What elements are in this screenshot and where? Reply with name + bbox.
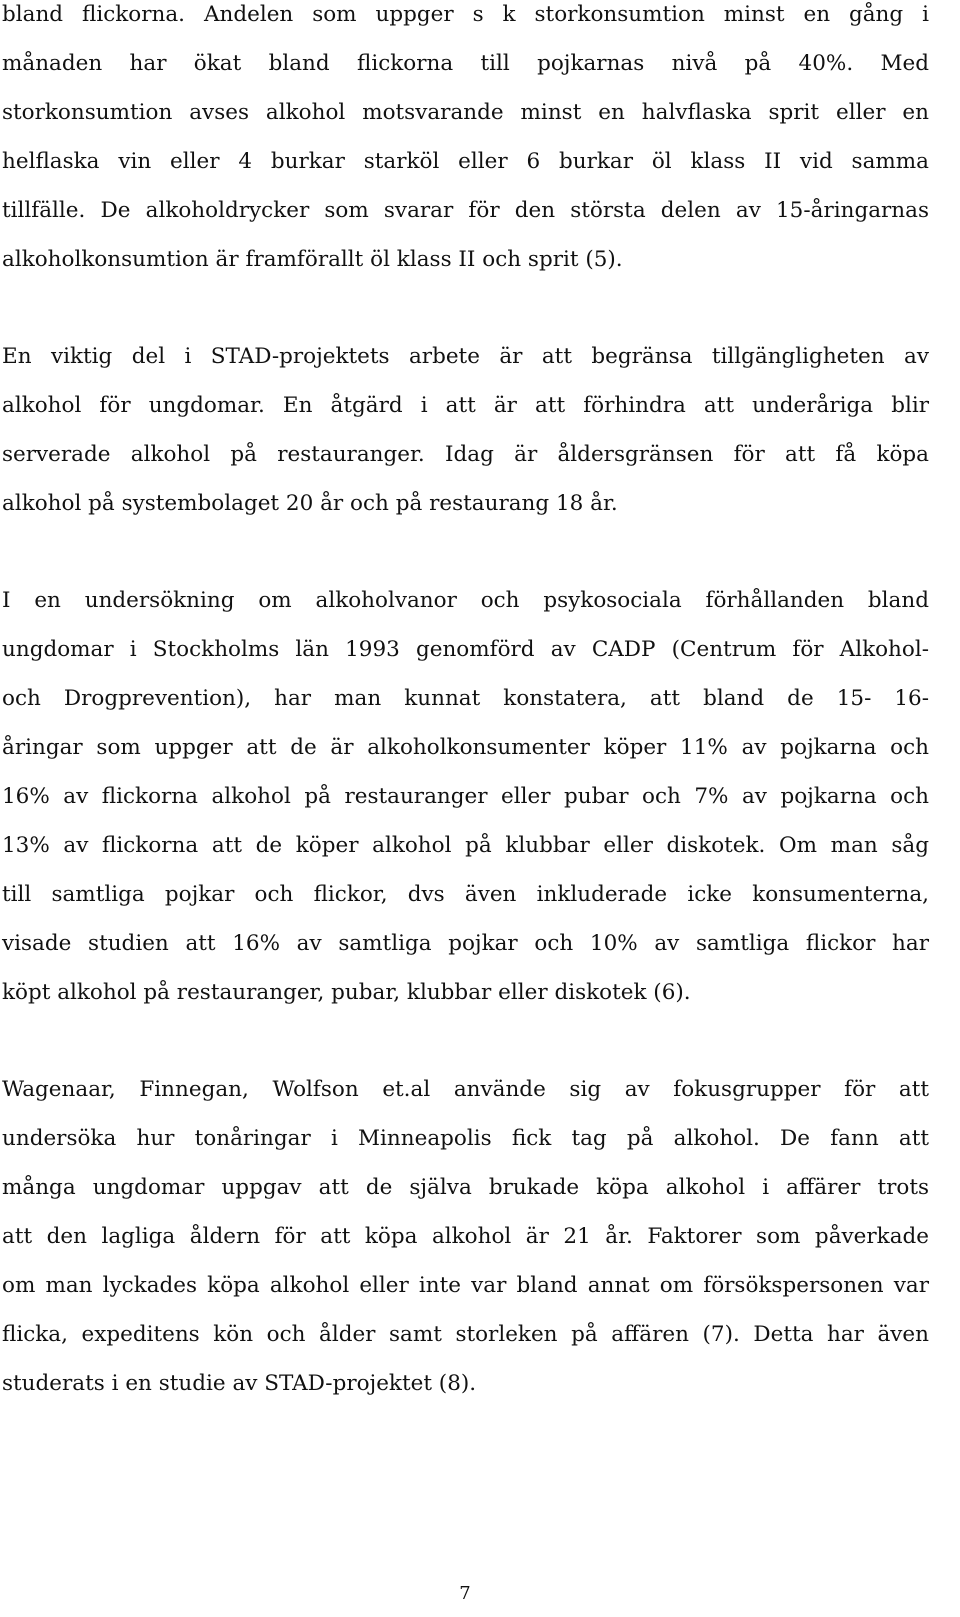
- text-line: I en undersökning om alkoholvanor och psykosociala förhållanden bland: [2, 588, 929, 613]
- document-body: [2, 0, 929, 1456]
- text-line: åringar som uppger att de är alkoholkonsumenter köper 11% av pojkarna och: [2, 735, 929, 760]
- text-line: flicka, expeditens kön och ålder samt storleken på affären (7). Detta har även: [2, 1322, 929, 1347]
- text-line: studerats i en studie av STAD-projektet (8).: [2, 1371, 477, 1396]
- text-line: alkoholkonsumtion är framförallt öl klass II och sprit (5).: [2, 247, 623, 272]
- text-line: köpt alkohol på restauranger, pubar, klubbar eller diskotek (6).: [2, 980, 691, 1005]
- text-line: och Drogprevention), har man kunnat konstatera, att bland de 15- 16-: [2, 686, 929, 711]
- text-line: bland flickorna. Andelen som uppger s k storkonsumtion minst en gång i: [2, 2, 929, 27]
- text-line: visade studien att 16% av samtliga pojkar och 10% av samtliga flickor har: [2, 931, 929, 956]
- text-line: till samtliga pojkar och flickor, dvs även inkluderade icke konsumenterna,: [2, 882, 929, 907]
- text-line: månaden har ökat bland flickorna till pojkarnas nivå på 40%. Med: [2, 51, 929, 76]
- text-line: alkohol för ungdomar. En åtgärd i att är att förhindra att underåriga blir: [2, 393, 929, 418]
- text-line: 16% av flickorna alkohol på restauranger eller pubar och 7% av pojkarna och: [2, 784, 929, 809]
- paragraph: [2, 576, 929, 1017]
- text-line: 13% av flickorna att de köper alkohol på klubbar eller diskotek. Om man såg: [2, 833, 929, 858]
- text-line: serverade alkohol på restauranger. Idag är åldersgränsen för att få köpa: [2, 442, 929, 467]
- text-line: En viktig del i STAD-projektets arbete är att begränsa tillgängligheten av: [2, 344, 929, 369]
- text-line: Wagenaar, Finnegan, Wolfson et.al använde sig av fokusgrupper för att: [2, 1077, 929, 1102]
- text-line: att den lagliga åldern för att köpa alkohol är 21 år. Faktorer som påverkade: [2, 1224, 929, 1249]
- page-number: 7: [459, 1583, 471, 1604]
- paragraph: [2, 0, 929, 284]
- paragraph: [2, 1065, 929, 1408]
- text-line: tillfälle. De alkoholdrycker som svarar för den största delen av 15-åringarnas: [2, 198, 929, 223]
- text-line: undersöka hur tonåringar i Minneapolis fick tag på alkohol. De fann att: [2, 1126, 929, 1151]
- text-line: om man lyckades köpa alkohol eller inte var bland annat om försökspersonen var: [2, 1273, 929, 1298]
- paragraph: [2, 332, 929, 528]
- text-line: helflaska vin eller 4 burkar starköl eller 6 burkar öl klass II vid samma: [2, 149, 929, 174]
- text-line: alkohol på systembolaget 20 år och på restaurang 18 år.: [2, 491, 618, 516]
- text-line: ungdomar i Stockholms län 1993 genomförd av CADP (Centrum för Alkohol-: [2, 637, 929, 662]
- text-line: många ungdomar uppgav att de själva brukade köpa alkohol i affärer trots: [2, 1175, 929, 1200]
- text-line: storkonsumtion avses alkohol motsvarande minst en halvflaska sprit eller en: [2, 100, 929, 125]
